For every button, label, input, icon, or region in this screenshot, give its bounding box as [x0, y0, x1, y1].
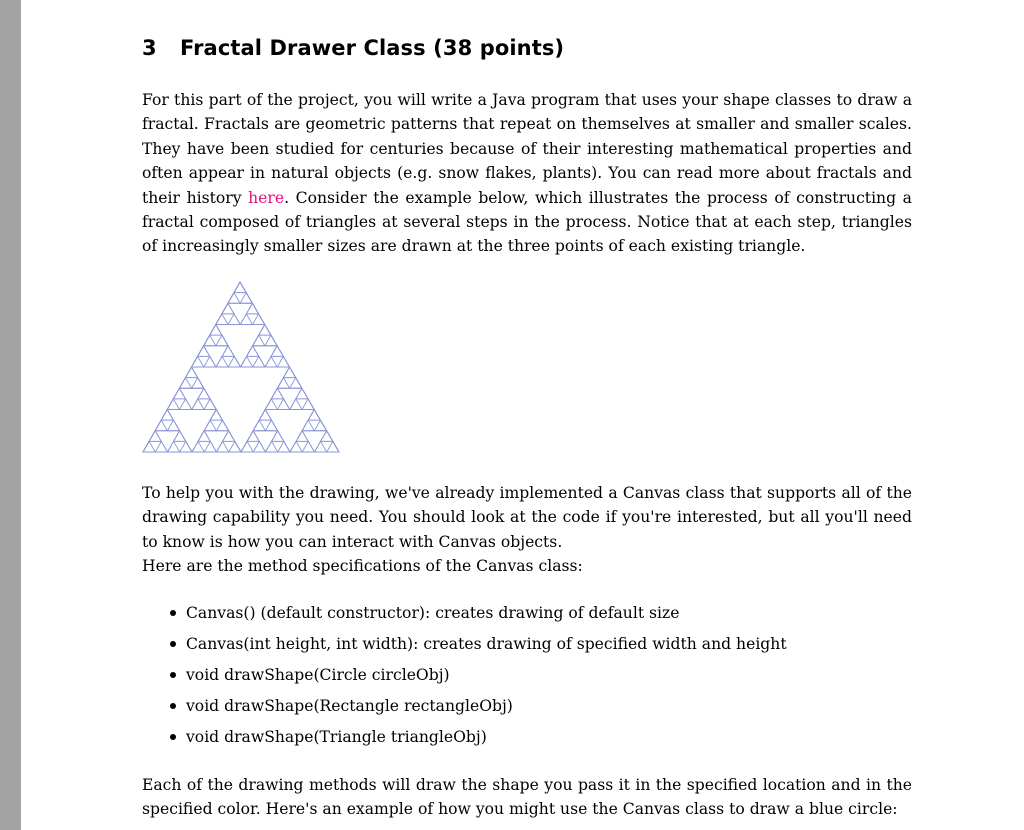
- fractal-triangle: [222, 303, 234, 314]
- fractal-triangle: [296, 431, 308, 442]
- bullet-icon: [170, 703, 176, 709]
- fractal-triangle: [290, 378, 302, 389]
- method-item: [166, 723, 787, 754]
- fractal-triangle: [265, 356, 277, 367]
- fractal-triangle: [246, 303, 258, 314]
- fractal-triangle: [259, 410, 271, 421]
- fractal-triangle: [253, 314, 265, 325]
- fractal-triangle: [302, 399, 314, 410]
- viewer-left-margin: [0, 0, 21, 830]
- method-item: [166, 692, 787, 723]
- fractal-triangle: [266, 441, 278, 452]
- fractal-triangle: [216, 335, 228, 346]
- fractal-triangle: [247, 431, 259, 442]
- fractal-triangle: [149, 431, 161, 442]
- fractal-triangle: [308, 410, 320, 421]
- fractal-triangle: [155, 441, 167, 452]
- fractal-triangle: [192, 441, 204, 452]
- fractal-triangle: [216, 356, 228, 367]
- fractal-triangle: [253, 335, 265, 346]
- fractal-triangle: [314, 420, 326, 431]
- section-heading: [142, 36, 564, 60]
- fractal-triangle: [253, 356, 265, 367]
- fractal-triangle: [259, 325, 271, 336]
- fractal-triangle: [277, 378, 289, 389]
- fractal-triangle: [192, 356, 204, 367]
- fractal-triangle: [185, 367, 197, 378]
- fractal-triangle: [174, 431, 186, 442]
- fractal-triangle: [228, 314, 240, 325]
- document-page: [21, 0, 1024, 830]
- fractal-triangle: [302, 441, 314, 452]
- fractal-triangle: [265, 420, 277, 431]
- section-title: Fractal Drawer Class (38 points): [180, 36, 565, 60]
- fractal-triangle: [290, 441, 302, 452]
- fractal-triangle: [223, 431, 235, 442]
- fractal-triangle: [253, 441, 265, 452]
- intro-text-before-link: For this part of the project, you will write a Java program that uses your shape classes to draw a fractal. Fractals are geometric patterns that repeat on themselves at smaller and smaller scales. They have been studied for centuries because of their interesting mathematical properties and often appear in natural objects (e.g. snow flakes, plants). You can read more about fractals and their history: [142, 91, 912, 207]
- fractal-triangle: [155, 420, 167, 431]
- fractal-triangle: [198, 431, 210, 442]
- fractal-triangle: [204, 356, 216, 367]
- fractal-triangle: [192, 399, 204, 410]
- method-item: [166, 661, 787, 692]
- fractal-triangle: [228, 356, 240, 367]
- closing-paragraph: Each of the drawing methods will draw the shape you pass it in the specified location and in the specified color. Here's an example of how you might use the Canvas class to draw a blue circle:: [142, 776, 912, 819]
- bullet-icon: [170, 641, 176, 647]
- fractal-triangle: [241, 441, 253, 452]
- canvas-intro-paragraph: [142, 481, 912, 579]
- fractal-triangle: [296, 388, 308, 399]
- fractal-triangle: [204, 335, 216, 346]
- fractal-triangle: [240, 314, 252, 325]
- method-text: void drawShape(Rectangle rectangleObj): [186, 697, 513, 715]
- fractal-triangle: [217, 441, 229, 452]
- intro-paragraph: [142, 88, 912, 259]
- fractal-triangle: [204, 420, 216, 431]
- method-text: Canvas() (default constructor): creates drawing of default size: [186, 604, 680, 622]
- fractal-triangle: [173, 388, 185, 399]
- bullet-icon: [170, 610, 176, 616]
- intro-text-after-link: . Consider the example below, which illustrates the process of constructing a fractal composed of triangles at several steps in the process. Notice that at each step, triangles of increasingly smaller sizes are drawn at the three points of each existing triangle.: [142, 188, 912, 256]
- fractal-triangle: [179, 378, 191, 389]
- method-text: void drawShape(Circle circleObj): [186, 666, 450, 684]
- fractal-triangle: [198, 388, 210, 399]
- fractal-triangle: [240, 293, 252, 304]
- fractal-triangle: [192, 378, 204, 389]
- fractal-triangle: [321, 431, 333, 442]
- fractal-triangle: [253, 420, 265, 431]
- fractal-triangle: [277, 356, 289, 367]
- canvas-method-list: [166, 599, 787, 754]
- fractal-triangle: [278, 399, 290, 410]
- fractal-triangle: [198, 346, 210, 357]
- method-text: Canvas(int height, int width): creates drawing of specified width and height: [186, 635, 787, 653]
- fractal-triangle: [210, 325, 222, 336]
- fractal-triangle: [204, 399, 216, 410]
- fractal-triangle: [265, 399, 277, 410]
- method-item: [166, 630, 787, 661]
- fractal-triangle: [167, 420, 179, 431]
- method-item: [166, 599, 787, 630]
- fractal-triangle: [290, 399, 302, 410]
- fractal-triangle: [167, 399, 179, 410]
- fractal-triangle: [272, 431, 284, 442]
- fractal-triangle: [247, 346, 259, 357]
- fractal-triangle: [180, 399, 192, 410]
- method-text: void drawShape(Triangle triangleObj): [186, 728, 487, 746]
- fractal-triangle: [228, 293, 240, 304]
- sierpinski-triangle-figure: [142, 280, 342, 455]
- bullet-icon: [170, 734, 176, 740]
- fractal-triangle: [143, 441, 155, 452]
- fractal-triangle: [271, 346, 283, 357]
- fractal-triangle: [216, 420, 228, 431]
- canvas-intro-text: To help you with the drawing, we've already implemented a Canvas class that supports all of the drawing capability you need. You should look at the code if you're interested, but all you'll need to know is how you can interact with Canvas objects.: [142, 484, 912, 551]
- fractal-triangle: [216, 314, 228, 325]
- fractal-triangle: [222, 346, 234, 357]
- fractal-triangle: [241, 356, 253, 367]
- canvas-spec-line: Here are the method specifications of the Canvas class:: [142, 557, 583, 576]
- fractal-triangle: [278, 441, 290, 452]
- fractal-triangle: [210, 410, 222, 421]
- fractal-triangle: [234, 282, 246, 293]
- section-number: 3: [142, 36, 157, 60]
- fractal-triangle: [161, 410, 173, 421]
- fractal-triangle: [168, 441, 180, 452]
- fractal-triangle: [180, 441, 192, 452]
- fractal-triangle: [315, 441, 327, 452]
- fractal-triangle: [271, 388, 283, 399]
- bullet-icon: [170, 672, 176, 678]
- fractal-triangle: [283, 367, 295, 378]
- fractal-triangle: [204, 441, 216, 452]
- fractal-triangle: [327, 441, 339, 452]
- fractal-triangle: [302, 420, 314, 431]
- fractal-triangle: [229, 441, 241, 452]
- fractal-triangle: [265, 335, 277, 346]
- fractal-history-link[interactable]: here: [248, 188, 285, 207]
